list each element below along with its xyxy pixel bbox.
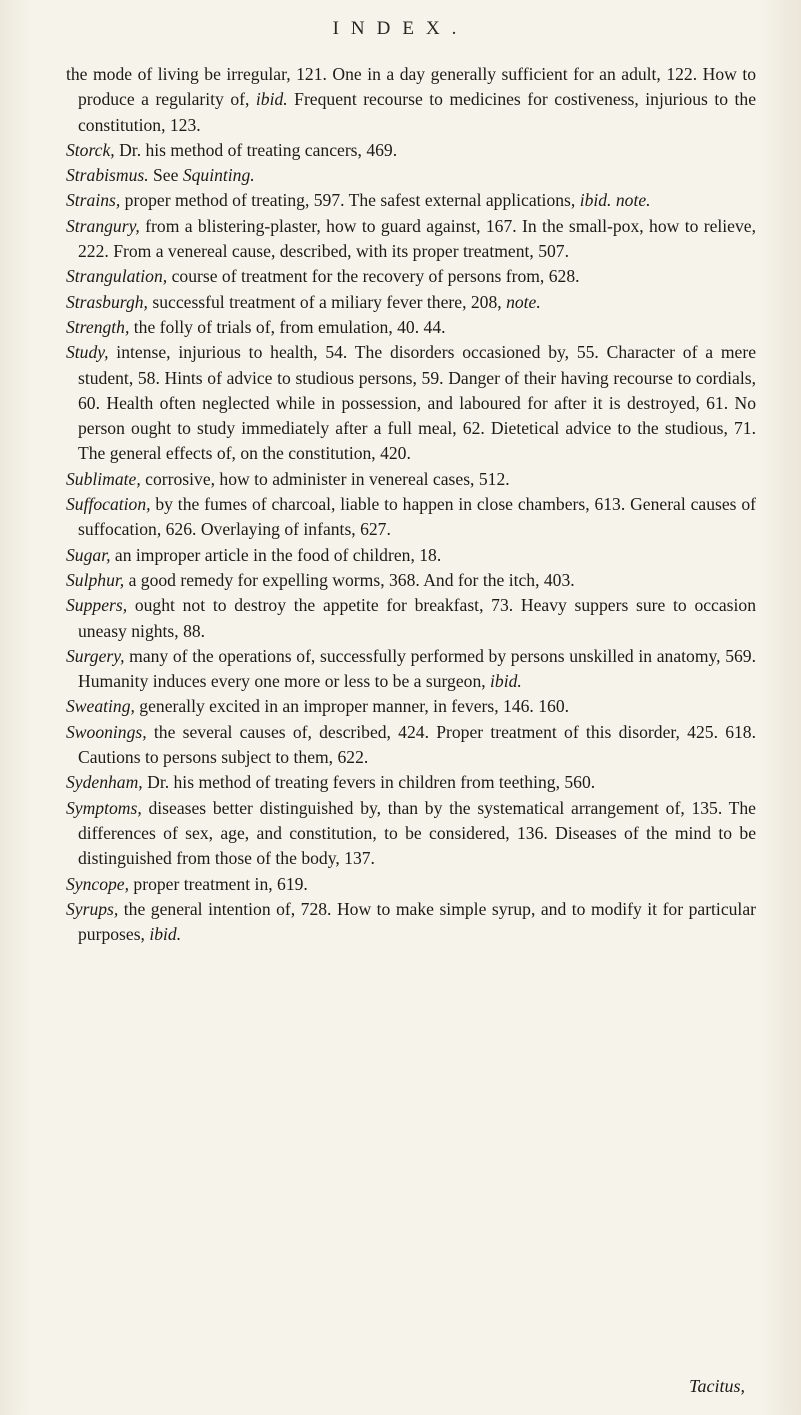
entry-text: many of the operations of, successfully performed by persons unskilled in anatomy, 569. Humanity induces every one more or less to be a surgeon, — [78, 645, 756, 692]
entry-text: generally excited in an improper manner, in fevers, 146. 160. — [134, 696, 570, 717]
entry-text: the folly of trials of, from emulation, 40. 44. — [129, 316, 446, 337]
entry-ref: ibid. — [490, 671, 522, 692]
index-body — [66, 62, 756, 947]
index-entry — [66, 543, 756, 568]
index-entry — [66, 138, 756, 163]
index-entry — [66, 315, 756, 340]
entry-term: Strabismus. — [66, 165, 149, 186]
index-entry — [66, 492, 756, 543]
entry-text: Dr. his method of treating fevers in children from teething, 560. — [142, 772, 596, 793]
entry-term: Swoonings, — [66, 721, 147, 742]
entry-text: an improper article in the food of children, 18. — [110, 544, 442, 565]
entry-term: Sublimate, — [66, 468, 141, 489]
entry-text: the several causes of, described, 424. Proper treatment of this disorder, 425. 618. Cautions to persons subject to them, 622. — [78, 721, 756, 768]
entry-text: corrosive, how to administer in venereal cases, 512. — [140, 468, 510, 489]
entry-text: intense, injurious to health, 54. The disorders occasioned by, 55. Character of a mere student, 58. Hints of advice to studious persons, 59. Danger of their having recourse to cordials, 60. Health often neglected while in possession, and laboured for after it is destroyed, 61. No person ought to study immediately after a full meal, 62. Dietetical advice to the studious, 71. The general effects of, on the constitution, 420. — [78, 342, 756, 464]
index-entry — [66, 770, 756, 795]
entry-term: Sydenham, — [66, 772, 143, 793]
index-entry — [66, 568, 756, 593]
entry-term: Strangulation, — [66, 266, 168, 287]
entry-text: Dr. his method of treating cancers, 469. — [114, 139, 398, 160]
index-entry — [66, 694, 756, 719]
index-entry — [66, 872, 756, 897]
entry-term: Sweating, — [66, 696, 135, 717]
entry-term: Syrups, — [66, 898, 119, 919]
entry-text: successful treatment of a miliary fever there, 208, — [147, 291, 507, 312]
entry-ref: ibid. note. — [579, 190, 651, 211]
entry-text: proper method of treating, 597. The safest external applications, — [120, 190, 580, 211]
entry-term: Sugar, — [66, 544, 111, 565]
entry-term: Strength, — [66, 316, 130, 337]
entry-term: Suppers, — [66, 595, 128, 616]
entry-ref: ibid. — [149, 924, 182, 945]
entry-text: a good remedy for expelling worms, 368. And for the itch, 403. — [124, 569, 575, 590]
entry-term: Strasburgh, — [66, 291, 148, 312]
index-entry — [66, 593, 756, 644]
entry-tail: Frequent recourse to medicines for costiveness, injurious to the constitution, 123. — [78, 89, 757, 135]
entry-text: course of treatment for the recovery of persons from, 628. — [167, 266, 580, 287]
entry-ref: note. — [506, 291, 541, 312]
entry-text: the mode of living be irregular, 121. One in a day generally sufficient for an adult, 122. How to produce a regularity of, — [66, 64, 756, 110]
entry-text: diseases better distinguished by, than by the systematical arrangement of, 135. The differences of sex, age, and constitution, to be considered, 136. Diseases of the mind to be distinguished from those of the body, 137. — [78, 797, 756, 869]
index-entry — [66, 467, 756, 492]
entry-term: Surgery, — [66, 645, 125, 666]
index-entry — [66, 720, 756, 771]
entry-text: by the fumes of charcoal, liable to happen in close chambers, 613. General causes of suffocation, 626. Overlaying of infants, 627. — [78, 494, 756, 540]
entry-term: Study, — [66, 342, 109, 363]
index-entry — [66, 62, 756, 138]
entry-term: Storck, — [66, 139, 115, 160]
entry-text: ought not to destroy the appetite for breakfast, 73. Heavy suppers sure to occasion uneasy nights, 88. — [78, 595, 756, 641]
entry-term: Sulphur, — [66, 569, 125, 590]
entry-ref: ibid. — [255, 89, 288, 110]
index-entry — [66, 644, 756, 695]
index-entry — [66, 188, 756, 213]
index-entry — [66, 290, 756, 315]
entry-text: from a blistering-plaster, how to guard against, 167. In the small-pox, how to relieve, 222. From a venereal cause, described, with its proper treatment, 507. — [78, 215, 756, 262]
entry-text: proper treatment in, 619. — [129, 873, 308, 894]
entry-text: See — [148, 165, 183, 186]
entry-term: Symptoms, — [66, 797, 142, 818]
index-entry — [66, 264, 756, 289]
index-entry — [66, 214, 756, 265]
entry-text: the general intention of, 728. How to make simple syrup, and to modify it for particular purposes, — [78, 898, 756, 945]
entry-term: Strains, — [66, 190, 121, 211]
entry-term: Syncope, — [66, 873, 130, 894]
index-entry — [66, 340, 756, 466]
entry-term: Suffocation, — [66, 494, 151, 515]
index-entry — [66, 163, 756, 188]
index-entry — [66, 796, 756, 872]
entry-ref: Squinting. — [182, 165, 255, 186]
page-header: INDEX. — [332, 18, 469, 39]
catchword: Tacitus, — [689, 1376, 745, 1396]
entry-term: Strangury, — [66, 215, 140, 236]
index-entry — [66, 897, 756, 948]
